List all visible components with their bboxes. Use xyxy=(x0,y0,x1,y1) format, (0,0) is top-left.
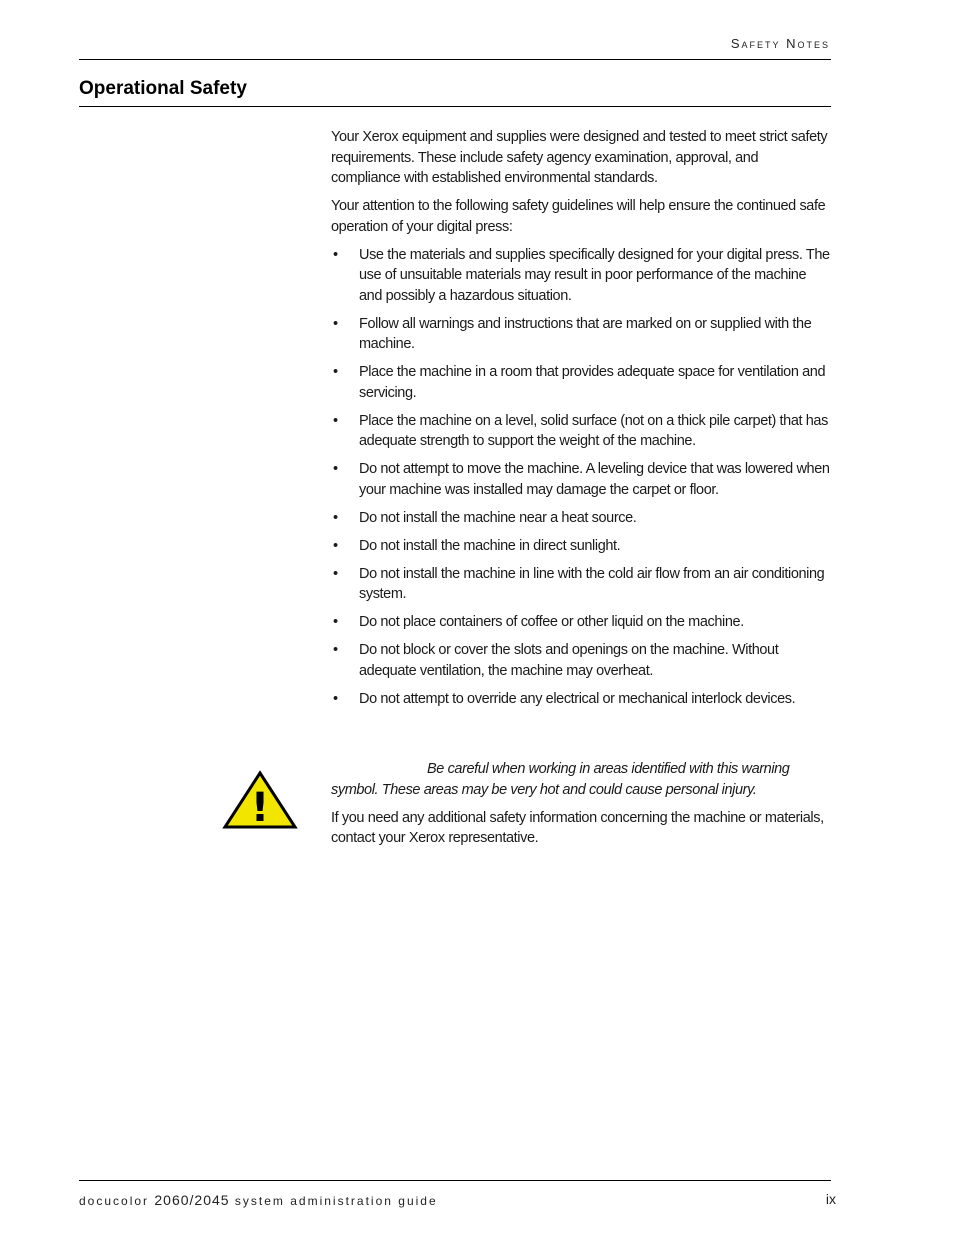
bullet-icon: • xyxy=(333,315,338,332)
list-item xyxy=(331,612,831,633)
list-item xyxy=(331,689,831,710)
list-item-text: Do not install the machine near a heat source. xyxy=(359,509,637,526)
list-item-text: Do not install the machine in line with the cold air flow from an air conditioning system. xyxy=(359,565,825,602)
list-item-text: Place the machine on a level, solid surface (not on a thick pile carpet) that has adequate strength to support the weight of the machine. xyxy=(359,412,828,449)
bullet-icon: • xyxy=(333,565,338,582)
bullet-icon: • xyxy=(333,690,338,707)
bullet-icon: • xyxy=(333,537,338,554)
list-item-text: Do not place containers of coffee or other liquid on the machine. xyxy=(359,614,744,630)
list-item-text: Use the materials and supplies specifically designed for your digital press. The use of unsuitable materials may result in poor performance of the machine and possibly a hazardous situation. xyxy=(359,246,830,304)
footer-model: 2060/2045 xyxy=(154,1192,230,1208)
list-item xyxy=(331,459,831,500)
section-title: Operational Safety xyxy=(79,78,247,99)
bullet-icon: • xyxy=(333,364,338,380)
header-rule xyxy=(79,59,831,60)
page-number: ix xyxy=(825,1191,836,1207)
list-item-text: Do not block or cover the slots and openings on the machine. Without adequate ventilation, the machine may overheat. xyxy=(359,642,779,679)
intro-paragraph: Your Xerox equipment and supplies were designed and tested to meet strict safety requirements. These include safety agency examination, approval, and compliance with established environmental standards. xyxy=(331,129,828,186)
footer-rule xyxy=(79,1180,831,1181)
bullet-icon: • xyxy=(333,246,338,263)
list-item xyxy=(331,640,831,681)
footer-product: docucolor xyxy=(79,1194,150,1208)
list-item xyxy=(331,564,831,605)
list-item xyxy=(331,362,831,403)
warning-message: Be careful when working in areas identified with this warning symbol. These areas may be very hot and could cause personal injury. xyxy=(331,761,790,798)
running-head: Safety Notes xyxy=(730,36,830,51)
list-item-text: Do not attempt to override any electrical or mechanical interlock devices. xyxy=(359,690,796,707)
list-item xyxy=(331,536,831,557)
bullet-icon: • xyxy=(333,614,338,630)
warning-block xyxy=(331,759,831,856)
warning-text xyxy=(331,759,831,800)
warning-glyph: ! xyxy=(250,785,270,830)
guidelines-intro: Your attention to the following safety guidelines will help ensure the continued safe operation of your digital press: xyxy=(331,198,826,235)
list-item xyxy=(331,411,831,452)
warning-triangle-icon xyxy=(222,770,298,830)
body-column xyxy=(331,127,831,717)
safety-guidelines-list xyxy=(331,245,831,710)
bullet-icon: • xyxy=(333,412,338,429)
footer-guide: system administration guide xyxy=(234,1194,438,1208)
list-item-text: Place the machine in a room that provides adequate space for ventilation and servicing. xyxy=(359,364,826,401)
list-item-text: Do not attempt to move the machine. A leveling device that was lowered when your machine was installed may damage the carpet or floor. xyxy=(359,461,830,498)
bullet-icon: • xyxy=(333,461,338,477)
list-item-text: Follow all warnings and instructions that are marked on or supplied with the machine. xyxy=(359,315,812,352)
bullet-icon: • xyxy=(333,642,338,658)
section-title-rule xyxy=(79,106,831,107)
closing-paragraph: If you need any additional safety information concerning the machine or materials, contact your Xerox representative. xyxy=(331,809,824,846)
list-item-text: Do not install the machine in direct sunlight. xyxy=(359,537,621,554)
list-item xyxy=(331,245,831,307)
list-item xyxy=(331,508,831,529)
bullet-icon: • xyxy=(333,509,338,526)
footer-title xyxy=(79,1192,438,1208)
list-item xyxy=(331,314,831,355)
